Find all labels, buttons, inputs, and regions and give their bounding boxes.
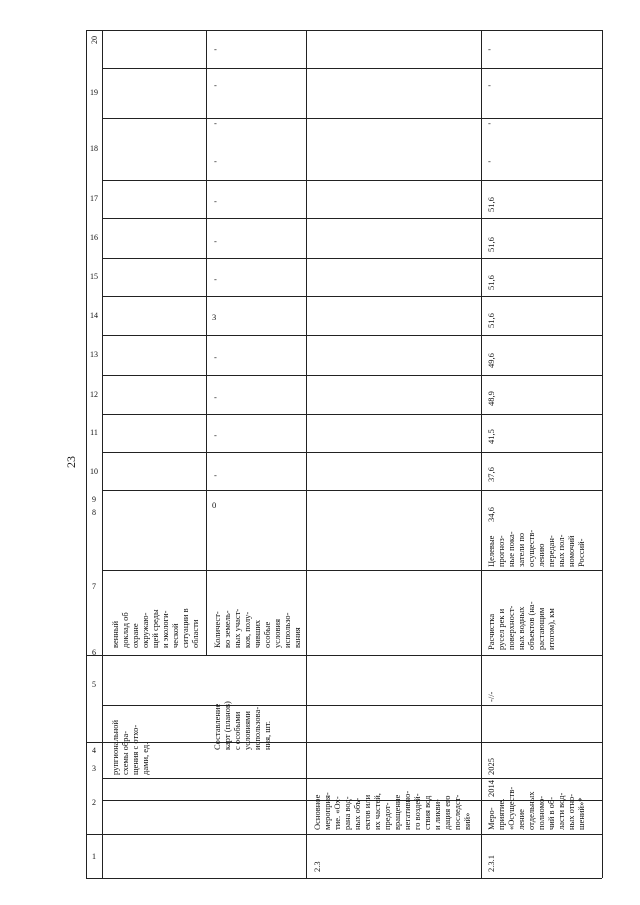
cell-cart-col18: -	[214, 118, 217, 128]
cell-cont-col7: венный доклад об охране окружаю- щей среды и экологи- ческой ситуации в области	[110, 608, 200, 648]
header-col-15: 15	[90, 272, 98, 281]
row-divider	[306, 30, 307, 878]
row-divider	[86, 655, 602, 656]
cell-cart-col9: -	[214, 470, 217, 480]
col-divider	[102, 375, 602, 376]
col-divider	[102, 490, 602, 491]
cell-cart-col19: -	[214, 80, 217, 90]
header-col-20: 20	[90, 36, 99, 44]
cell-2-3-1-col19: -	[488, 80, 491, 90]
header-col-10: 10	[90, 467, 98, 476]
header-col-5: 5	[92, 680, 96, 689]
cell-2-3-1-col18: -	[488, 118, 491, 128]
cell-2-3-num: 2.3	[312, 861, 322, 872]
cell-2-3-1-col2: Меро- приятие. «Осуществ- ление отдельных полномо- чий в об- ласти вод- ных отно- шений»*	[486, 786, 586, 830]
col-divider	[102, 68, 602, 69]
col-divider	[102, 705, 602, 706]
cell-cart-col16: -	[214, 196, 217, 206]
col-divider	[102, 335, 602, 336]
header-divider	[102, 30, 103, 878]
table-border-bottom	[86, 878, 602, 879]
row-divider	[86, 834, 602, 835]
cell-2-3-1-col13: 51,6	[486, 313, 496, 328]
header-col-14: 14	[90, 311, 98, 320]
cell-2-3-1-col4: 2025	[486, 758, 496, 775]
cell-2-3-1-col8: 34,6	[486, 507, 496, 522]
cell-cart-col11: -	[214, 392, 217, 402]
cell-cart-col12: -	[214, 352, 217, 362]
header-col-3: 3	[92, 764, 96, 773]
cell-cart-col20: -	[214, 44, 217, 54]
cell-2-3-1-col6: Расчистка русел рек и поверхност- ных водных объектов (на- растающим итогом), км	[486, 601, 556, 650]
col-divider	[102, 778, 602, 779]
header-col-4: 4	[92, 746, 96, 755]
col-divider	[102, 258, 602, 259]
cell-2-3-1-col3: 2014	[486, 780, 496, 797]
subrow-divider	[206, 30, 207, 655]
table-border-top	[86, 30, 602, 31]
col-divider	[102, 414, 602, 415]
cell-2-3-1-col9: 37,6	[486, 467, 496, 482]
row-divider	[86, 742, 602, 743]
header-col-2: 2	[92, 798, 96, 807]
cell-2-3-1-col12: 49,6	[486, 353, 496, 368]
cell-cart-col13: 3	[212, 312, 217, 322]
page-number: 23	[64, 456, 78, 468]
cell-cart-col6: Составление карт (планов) с особыми условиями использова- ния, шт.	[212, 701, 272, 750]
header-col-13: 13	[90, 350, 98, 359]
col-divider	[102, 180, 602, 181]
cell-2-3-1-col11: 48,9	[486, 391, 496, 406]
cell-cont-col6: рупгиональной схемы обра- щения с отхо- дами, ед.	[110, 719, 150, 775]
header-col-11: 11	[90, 428, 98, 437]
cell-2-3-1-col10: 41,5	[486, 429, 496, 444]
cell-cart-col8: 0	[212, 500, 217, 510]
header-col-16: 16	[90, 233, 98, 242]
header-col-18: 18	[90, 144, 98, 153]
cell-2-3-1-col16: 51,6	[486, 197, 496, 212]
col-divider	[102, 296, 602, 297]
header-col-7: 7	[92, 582, 96, 591]
header-col-12: 12	[90, 390, 98, 399]
table-border-right	[602, 30, 603, 878]
col-divider	[102, 452, 602, 453]
header-col-9: 9	[92, 495, 96, 504]
cell-cart-col14: -	[214, 274, 217, 284]
cell-2-3-1-col20: -	[488, 44, 491, 54]
cell-2-3-col2: Основное мероприя- тие. «Ох- рана вод- ных объ- ектов или их частей, предот- вращение негативно- го воздей- ствия вод и ликви- дация его последст- вий»	[312, 790, 472, 830]
data-table	[86, 30, 602, 878]
cell-2-3-1-col15: 51,6	[486, 237, 496, 252]
cell-cart-col10: -	[214, 430, 217, 440]
cell-cart-col15: -	[214, 236, 217, 246]
cell-cart-col17: -	[214, 156, 217, 166]
col-divider	[102, 218, 602, 219]
header-col-17: 17	[90, 194, 98, 203]
cell-cart-col7: Количест- во земель- ных участ- ков, полу- чивших особые условия использо- вания	[212, 608, 302, 648]
cell-2-3-1-col17: -	[488, 156, 491, 166]
row-divider	[481, 30, 482, 878]
header-col-6: 6	[92, 648, 96, 657]
cell-2-3-1-col5: -//-	[486, 691, 496, 702]
cell-2-3-1-col7: Целевые прогноз- ные пока- затели по осуществ- лению передан- ных пол- номочий Россий-	[486, 529, 586, 567]
col-divider	[102, 118, 602, 119]
header-col-8: 8	[92, 508, 96, 517]
cell-2-3-1-num: 2.3.1	[486, 855, 496, 872]
header-col-19: 19	[90, 88, 98, 97]
col-divider	[102, 570, 602, 571]
cell-2-3-1-col14: 51,6	[486, 275, 496, 290]
header-col-1: 1	[92, 852, 96, 861]
